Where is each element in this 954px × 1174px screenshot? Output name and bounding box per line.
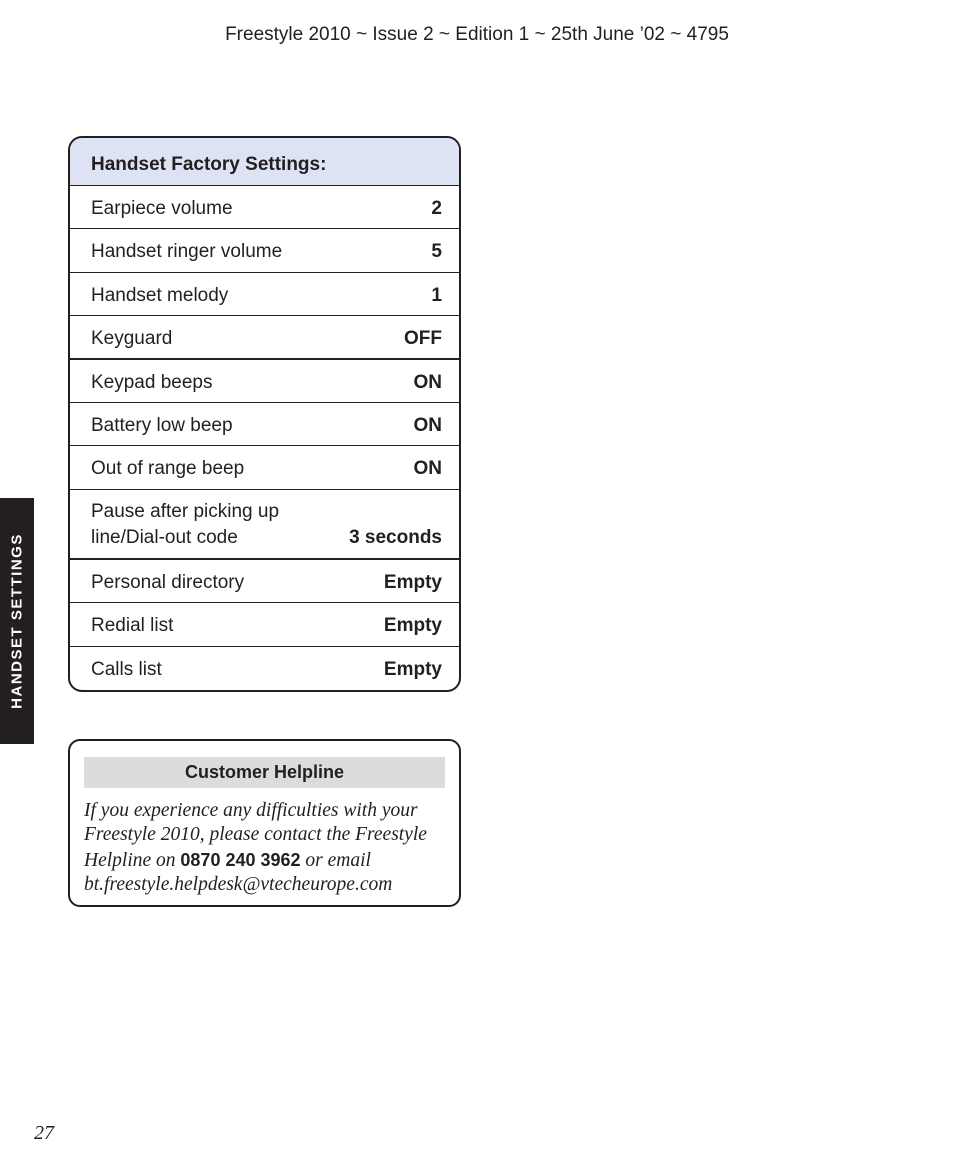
table-row [70,603,459,646]
setting-value: Empty [383,571,442,593]
setting-value: 5 [431,241,442,263]
helpline-text-intro: If you experience any difficulties with your Freestyle 2010, please contact the Freestyle Helpline on [84,800,427,871]
section-tab-label: HANDSET SETTINGS [8,533,26,709]
table-row [70,403,459,446]
setting-value: ON [413,371,442,393]
helpline-text-email: or email bt.freestyle.helpdesk@vtecheurope.com [84,849,393,895]
table-row [70,229,459,272]
setting-value: ON [413,414,442,436]
setting-value: ON [413,458,442,480]
factory-settings-table [68,136,461,692]
setting-label: Handset melody [91,284,229,306]
setting-value: Empty [383,615,442,637]
setting-value: Empty [383,658,442,680]
setting-label: Personal directory [91,571,245,593]
table-row [70,186,459,229]
setting-label: Out of range beep [91,458,245,480]
setting-value: 3 seconds [349,526,442,548]
table-row [70,490,459,560]
setting-label [91,499,279,551]
helpline-phone-number: 0870 240 3962 [180,849,301,870]
table-row [70,273,459,316]
setting-label: Handset ringer volume [91,241,283,263]
section-side-tab [0,498,34,744]
setting-label: Battery low beep [91,414,233,436]
table-row [70,360,459,403]
table-row [70,647,459,690]
setting-label: Redial list [91,615,174,637]
setting-label: Keyguard [91,328,173,350]
helpline-title: Customer Helpline [84,757,445,788]
setting-label-line: line/Dial-out code [91,526,238,548]
setting-label-line: Pause after picking up [91,500,280,522]
table-row [70,316,459,359]
helpline-text [84,799,449,897]
table-row [70,446,459,489]
setting-label: Keypad beeps [91,371,213,393]
table-title: Handset Factory Settings: [70,138,459,186]
customer-helpline-box [68,739,461,907]
setting-value: 1 [431,284,442,306]
setting-value: OFF [404,328,442,350]
setting-value: 2 [431,198,442,219]
setting-label: Calls list [91,658,162,680]
page-number: 27 [34,1122,54,1144]
running-header: Freestyle 2010 ~ Issue 2 ~ Edition 1 ~ 25th June ’02 ~ 4795 [225,24,729,45]
table-row [70,560,459,603]
setting-label: Earpiece volume [91,198,233,219]
